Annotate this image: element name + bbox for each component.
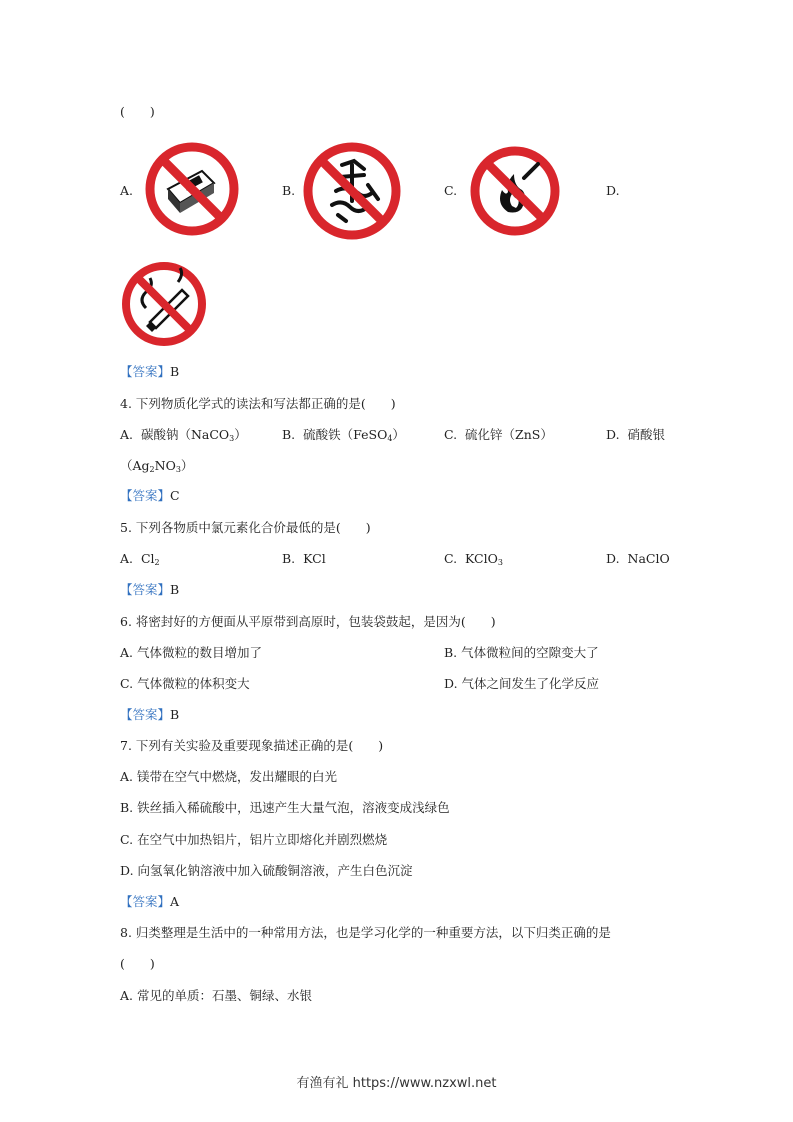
q7-option-b: B. 铁丝插入稀硫酸中，迅速产生大量气泡，溶液变成浅绿色 [120, 800, 450, 815]
q8-option-a: A. 常见的单质：石墨、铜绿、水银 [120, 988, 312, 1003]
subscript: 3 [497, 558, 503, 567]
q5-option-a [120, 551, 160, 571]
no-open-fire-icon [302, 141, 402, 241]
option-label: B. [282, 551, 296, 566]
option-text: 硝酸银 [627, 427, 666, 442]
q7-option-c: C. 在空气中加热铝片，铝片立即熔化并剧烈燃烧 [120, 832, 388, 847]
option-text-close: ） [234, 427, 247, 442]
q5-option-b [282, 551, 326, 567]
q6-option-c: C. 气体微粒的体积变大 [120, 676, 250, 691]
answer-line-q7 [120, 894, 179, 910]
answer-tag: 【答案】 [120, 894, 171, 909]
option-label: D. [606, 551, 620, 566]
answer-line-q4 [120, 488, 180, 504]
answer-value: B [170, 582, 180, 597]
option-label: B. [282, 427, 296, 442]
q6-option-a: A. 气体微粒的数目增加了 [120, 645, 262, 660]
q4-option-b [282, 427, 405, 447]
question-3-paren: ( ) [120, 104, 155, 119]
option-label: A. [120, 427, 134, 442]
q4-option-d [606, 427, 665, 443]
answer-value: B [170, 364, 180, 379]
q4-option-d-continued [120, 458, 193, 478]
option-text: Cl [140, 551, 155, 566]
answer-value: C [170, 488, 180, 503]
option-text: （Ag [120, 458, 150, 473]
question-8-paren: ( ) [120, 956, 155, 971]
answer-tag: 【答案】 [120, 582, 171, 597]
option-b-label: B. [282, 183, 296, 198]
q4-option-a [120, 427, 247, 447]
answer-line-q5 [120, 582, 179, 598]
footer-watermark: 有渔有礼 https://www.nzxwl.net [296, 1076, 497, 1091]
q7-option-a: A. 镁带在空气中燃烧，发出耀眼的白光 [120, 769, 337, 784]
option-text: KCl [303, 551, 326, 566]
no-fire-icon [468, 146, 562, 236]
option-label: C. [444, 551, 458, 566]
option-label: D. [606, 427, 620, 442]
option-text: KClO [465, 551, 498, 566]
subscript: 3 [175, 465, 181, 474]
no-fireworks-icon [144, 141, 240, 237]
answer-value: B [170, 707, 180, 722]
option-a-label: A. [120, 183, 134, 198]
answer-tag: 【答案】 [120, 488, 171, 503]
q5-option-d [606, 551, 670, 567]
q5-option-c [444, 551, 503, 571]
option-label: C. [444, 427, 458, 442]
question-6-stem: 6. 将密封好的方便面从平原带到高原时，包装袋鼓起，是因为( ) [120, 614, 496, 629]
answer-tag: 【答案】 [120, 364, 171, 379]
q7-option-d: D. 向氢氧化钠溶液中加入硫酸铜溶液，产生白色沉淀 [120, 863, 413, 878]
question-4-stem: 4. 下列物质化学式的读法和写法都正确的是( ) [120, 396, 396, 411]
option-d-label: D. [606, 183, 620, 198]
option-text: 硫酸铁（FeSO [303, 427, 388, 442]
q6-option-d: D. 气体之间发生了化学反应 [444, 676, 600, 691]
option-text: NaClO [627, 551, 670, 566]
option-c-label: C. [444, 183, 458, 198]
option-label: A. [120, 551, 134, 566]
option-text: NO [154, 458, 176, 473]
option-text: ） [180, 458, 194, 473]
answer-value: A [170, 894, 180, 909]
subscript: 3 [229, 434, 235, 443]
question-8-stem: 8. 归类整理是生活中的一种常用方法，也是学习化学的一种重要方法，以下归类正确的是 [120, 925, 611, 940]
subscript: 2 [154, 558, 160, 567]
question-5-stem: 5. 下列各物质中氯元素化合价最低的是( ) [120, 520, 371, 535]
option-text-close: ） [392, 427, 405, 442]
q6-option-b: B. 气体微粒间的空隙变大了 [444, 645, 599, 660]
answer-line-q6 [120, 707, 179, 723]
answer-line-q3 [120, 364, 179, 380]
question-7-stem: 7. 下列有关实验及重要现象描述正确的是( ) [120, 738, 384, 753]
option-text: 碳酸钠（NaCO [140, 427, 230, 442]
subscript: 4 [387, 434, 393, 443]
subscript: 2 [149, 465, 155, 474]
no-smoking-icon [120, 260, 208, 348]
answer-tag: 【答案】 [120, 707, 171, 722]
option-text: 硫化锌（ZnS） [465, 427, 553, 442]
q4-option-c [444, 427, 553, 443]
